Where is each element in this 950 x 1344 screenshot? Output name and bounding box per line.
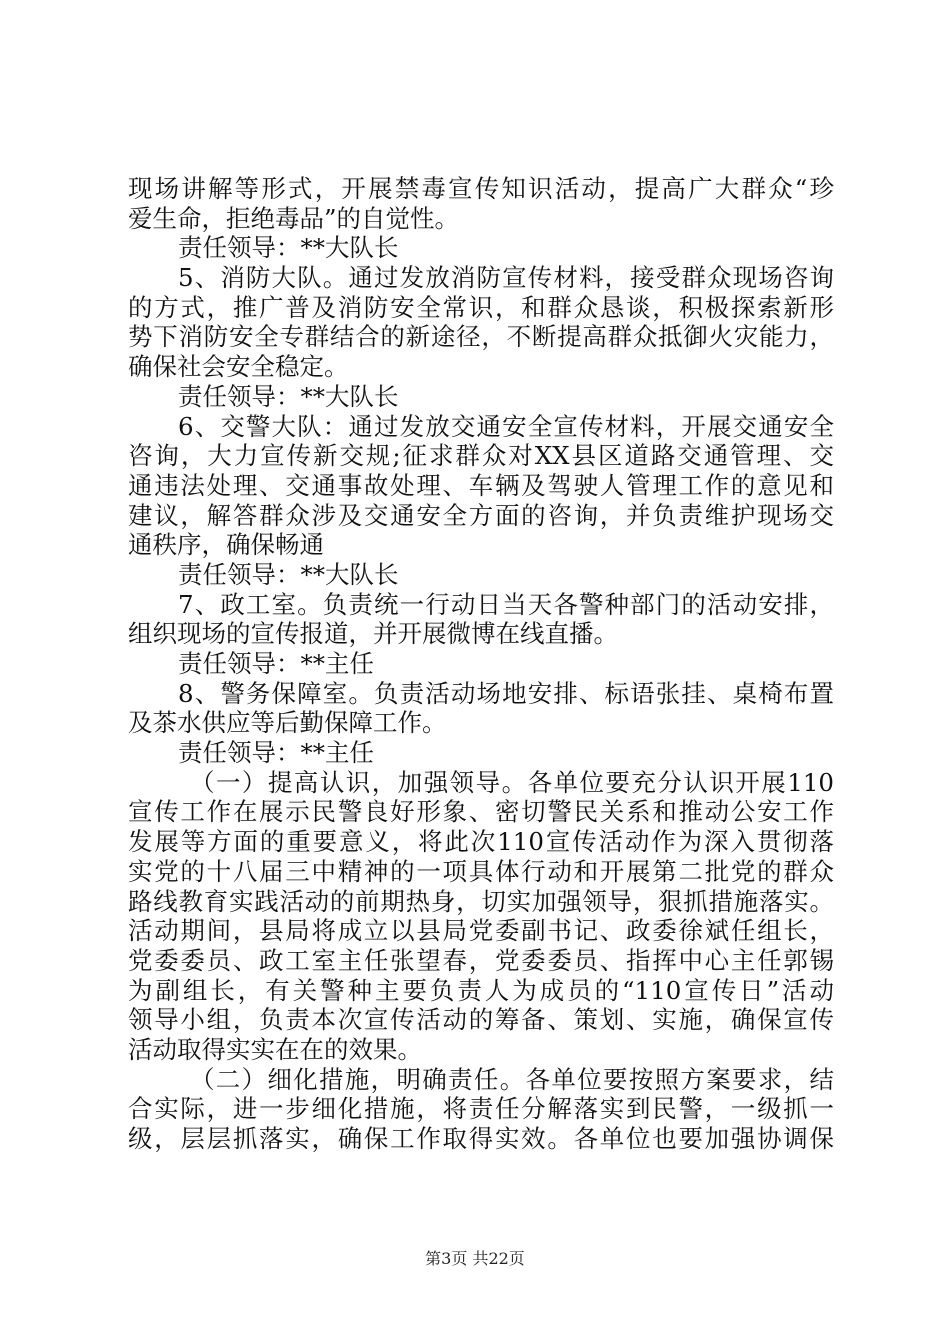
text-line: 爱生命，拒绝毒品”的自觉性。 <box>128 203 460 233</box>
text-line: 势下消防安全专群结合的新途径，不断提高群众抵御火灾能力， <box>128 322 834 352</box>
text-line: 责任领导：**主任 <box>178 738 374 768</box>
text-line: 活动取得实实在在的效果。 <box>128 1034 422 1064</box>
text-line: （二）细化措施，明确责任。各单位要按照方案要求，结 <box>190 1064 834 1094</box>
text-line: 通违法处理、交通事故处理、车辆及驾驶人管理工作的意见和 <box>128 470 834 500</box>
text-line: 活动期间，县局将成立以县局党委副书记、政委徐斌任组长， <box>128 916 834 946</box>
text-line: 领导小组，负责本次宣传活动的筹备、策划、实施，确保宣传 <box>128 1005 834 1035</box>
text-line: 的方式，推广普及消防安全常识，和群众恳谈，积极探索新形 <box>128 292 834 322</box>
text-line: 宣传工作在展示民警良好形象、密切警民关系和推动公安工作 <box>128 797 834 827</box>
text-line: 实党的十八届三中精神的一项具体行动和开展第二批党的群众 <box>128 856 834 886</box>
text-line: 确保社会安全稳定。 <box>128 352 349 382</box>
text-line: 通秩序，确保畅通 <box>128 530 324 560</box>
text-line: 路线教育实践活动的前期热身，切实加强领导，狠抓措施落实。 <box>128 886 834 916</box>
text-line: 发展等方面的重要意义，将此次110宣传活动作为深入贯彻落 <box>128 827 834 857</box>
text-line: 建议，解答群众涉及交通安全方面的咨询，并负责维护现场交 <box>128 500 834 530</box>
text-line: 6、交警大队：通过发放交通安全宣传材料，开展交通安全 <box>178 411 834 441</box>
text-line: 责任领导：**主任 <box>178 649 374 678</box>
text-line: 合实际，进一步细化措施，将责任分解落实到民警，一级抓一 <box>128 1094 834 1124</box>
text-line: 5、消防大队。通过发放消防宣传材料，接受群众现场咨询 <box>178 263 834 293</box>
text-line: 组织现场的宣传报道，并开展微博在线直播。 <box>128 619 618 649</box>
text-line: 为副组长，有关警种主要负责人为成员的“110宣传日”活动 <box>128 975 834 1005</box>
text-line: 级，层层抓落实，确保工作取得实效。各单位也要加强协调保 <box>128 1124 834 1153</box>
text-line: 责任领导：**大队长 <box>178 559 399 589</box>
text-line: 责任领导：**大队长 <box>178 233 399 263</box>
text-line: 现场讲解等形式，开展禁毒宣传知识活动，提高广大群众“珍 <box>128 174 834 203</box>
text-line: 8、警务保障室。负责活动场地安排、标语张挂、桌椅布置 <box>178 678 834 708</box>
page-footer: 第3页 共22页 <box>425 1249 525 1268</box>
document-body <box>128 174 834 1154</box>
text-line: 咨询，大力宣传新交规;征求群众对XX县区道路交通管理、交 <box>128 441 834 471</box>
text-line: （一）提高认识，加强领导。各单位要充分认识开展110 <box>190 767 834 797</box>
text-line: 及茶水供应等后勤保障工作。 <box>128 708 447 738</box>
text-line: 责任领导：**大队长 <box>178 381 399 411</box>
text-line: 党委委员、政工室主任张望春，党委委员、指挥中心主任郭锡 <box>128 945 834 975</box>
text-line: 7、政工室。负责统一行动日当天各警种部门的活动安排， <box>178 589 834 619</box>
